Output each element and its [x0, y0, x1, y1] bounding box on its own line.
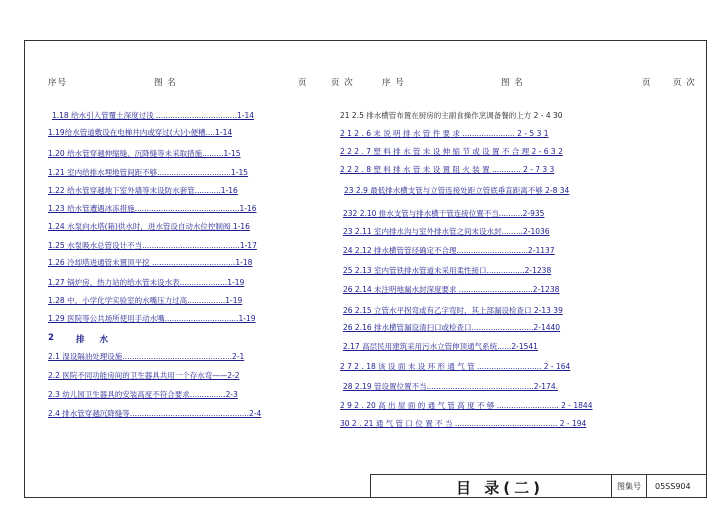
- atlas-number: 05SS904: [655, 482, 691, 491]
- toc-entry[interactable]: [343, 265, 551, 276]
- right-header-name: 图 名: [501, 78, 524, 88]
- toc-entry-text: 1.26 冷却塔进通管未置顶平挖 ...................................1-18: [48, 258, 253, 267]
- toc-entry[interactable]: [344, 185, 569, 196]
- toc-entry[interactable]: [48, 240, 257, 251]
- toc-entry-text: 28 2.19 管设置位置不当.............................................2-174.: [343, 382, 558, 391]
- toc-entry-text: 1.28 中、小学化学实验室的水嘴压力过高................1-19: [48, 296, 243, 305]
- toc-entry-text: 1.21 室内给排水埋地管间距不够...............................1-15: [48, 168, 249, 177]
- toc-entry-text: 2 2 2 . 8 塑 料 排 水 管 未 设 置 阻 火 装 置 ............ 2 - 7 3 3: [340, 165, 555, 174]
- toc-entry[interactable]: [48, 389, 238, 400]
- toc-entry-text: 2 2 2 . 7 塑 料 排 水 管 未 设 伸 缩 节 或 设 置 不 合 理 2 - 6 3 2: [340, 147, 563, 156]
- toc-entry[interactable]: [340, 110, 563, 121]
- toc-entry[interactable]: [343, 381, 558, 392]
- section-heading: 排 水: [76, 335, 114, 345]
- right-header-no: 序 号: [382, 78, 405, 88]
- toc-entry[interactable]: [48, 370, 240, 381]
- toc-entry-text: 2.4 排水管穿越沉降缝等..................................................2-4: [48, 409, 262, 418]
- toc-entry-text: 2.17 高层民用建筑采用污水立管伸顶通气系统......2-1541: [343, 342, 538, 351]
- toc-entry[interactable]: [340, 146, 563, 157]
- toc-entry-text: 1.29 医院等公共场所使用手动水嘴...............................1-19: [48, 314, 256, 323]
- toc-entry-text: 1.19给水管道敷设在电梯井内或穿过(大)小便槽....1-14: [48, 128, 233, 137]
- toc-entry[interactable]: [343, 226, 550, 237]
- toc-entry-text: 1.20 给水管穿越伸缩缝、沉降缝等未采取措施.........1-15: [48, 149, 241, 158]
- toc-entry-text: 2.1 湿设隔油处理设施..............................................2-1: [48, 352, 245, 361]
- toc-entry[interactable]: [48, 277, 244, 288]
- toc-entry-text: 1.18 给水引入管覆土深度过浅 ..................................1-14: [52, 111, 255, 120]
- toc-entry[interactable]: [48, 148, 241, 159]
- toc-entry-text: 30 2 . 21 通 气 管 口 位 置 不 当 ........................................... 2 - 194: [340, 419, 587, 428]
- toc-entry[interactable]: [340, 400, 592, 411]
- title-block: [370, 474, 707, 498]
- toc-entry-text: 23 2.9 最低排水横支管与立管连接处距立管底垂直距离不够 2-8 34: [344, 186, 570, 195]
- toc-entry[interactable]: [48, 221, 250, 232]
- left-header-no: 序号: [48, 78, 68, 88]
- toc-entry[interactable]: [343, 208, 544, 219]
- toc-entry-text: 2.2 医院不同功能房间的卫生器具共用一个存水弯——2-2: [48, 371, 240, 380]
- toc-entry-text: 23 2.11 室内排水沟与室外排水管之间未设水封.........2-1036: [343, 227, 550, 236]
- section-number: 2: [48, 333, 60, 343]
- toc-entry-text: 232 2.10 排水支管与排水横干管连接位置不当..........2-935: [343, 209, 545, 218]
- left-header-page2: 页 次: [331, 78, 354, 88]
- toc-entry-text: 26 2.16 排水横管漏设清扫口或检查口..........................2-1440: [343, 323, 561, 332]
- toc-entry-text: 21 2.5 排水横管布置在厨房的主副食操作烹调备餐的上方 2 - 4 30: [340, 111, 563, 120]
- right-header-page2: 页 次: [673, 78, 696, 88]
- toc-entry[interactable]: [48, 185, 238, 196]
- toc-entry-text: 1.22 给水管穿越地下室外墙等未设防水套管...........1-16: [48, 186, 238, 195]
- toc-entry-text: 2.3 幼儿园卫生器具的安装高度不符合要求...............2-3: [48, 390, 238, 399]
- toc-entry-text: 2 9 2 . 20 高 出 屋 面 的 通 气 管 高 度 不 够 .......................... 2 - 1844: [340, 401, 593, 410]
- toc-entry-text: 2 1 2 . 6 未 说 明 排 水 管 件 要 求 ...................... 2 - 5 3 1: [340, 129, 549, 138]
- page-title: 目 录(二): [456, 479, 544, 497]
- toc-entry[interactable]: [48, 203, 257, 214]
- toc-entry-text: 26 2.15 立管水平拐弯或有乙字弯时，其上部漏设检查口 2-13 39: [343, 306, 563, 315]
- left-header-page: 页: [298, 78, 308, 88]
- toc-entry[interactable]: [48, 127, 232, 138]
- toc-entry-text: 26 2.14 未注明地漏水封深度要求 ...............................2-1238: [343, 285, 560, 294]
- toc-entry-text: 1.27 锅炉房、热力站的给水管未设水表....................1-19: [48, 278, 245, 287]
- toc-entry[interactable]: [340, 128, 549, 139]
- toc-entry[interactable]: [48, 295, 242, 306]
- left-header-name: 图 名: [154, 78, 177, 88]
- toc-entry-text: 2 7 2 . 18 该 设 面 未 设 环 形 通 气 管 ........................... 2 - 164: [340, 362, 571, 371]
- toc-entry[interactable]: [48, 167, 248, 178]
- toc-entry-text: 1.25 水泵吸水总管设计不当.........................................1-17: [48, 241, 257, 250]
- toc-entry[interactable]: [343, 322, 560, 333]
- toc-entry-text: 24 2.12 排水横管管径确定不合理..............................2-1137: [343, 246, 555, 255]
- toc-entry[interactable]: [52, 110, 254, 121]
- toc-entry[interactable]: [343, 284, 559, 295]
- toc-entry[interactable]: [48, 408, 261, 419]
- toc-entry[interactable]: [48, 257, 252, 268]
- toc-entry[interactable]: [340, 418, 586, 429]
- toc-entry-text: 1.23 给水管遭遇冰冻措施............................................1-16: [48, 204, 257, 213]
- toc-entry[interactable]: [48, 351, 244, 362]
- toc-entry[interactable]: [343, 245, 555, 256]
- toc-entry[interactable]: [343, 341, 538, 352]
- toc-entry[interactable]: [48, 313, 256, 324]
- toc-entry-text: 25 2.13 室内管铁排水管道未采用柔性接口................2-1238: [343, 266, 552, 275]
- toc-entry[interactable]: [343, 305, 563, 316]
- toc-entry[interactable]: [340, 361, 570, 372]
- toc-entry[interactable]: [340, 164, 554, 175]
- toc-entry-text: 1.24 水泵向水塔(箱)供水时，进水管设自动水位控制阀 1-16: [48, 222, 250, 231]
- right-header-page: 页: [642, 78, 652, 88]
- atlas-label: 图集号: [611, 475, 647, 498]
